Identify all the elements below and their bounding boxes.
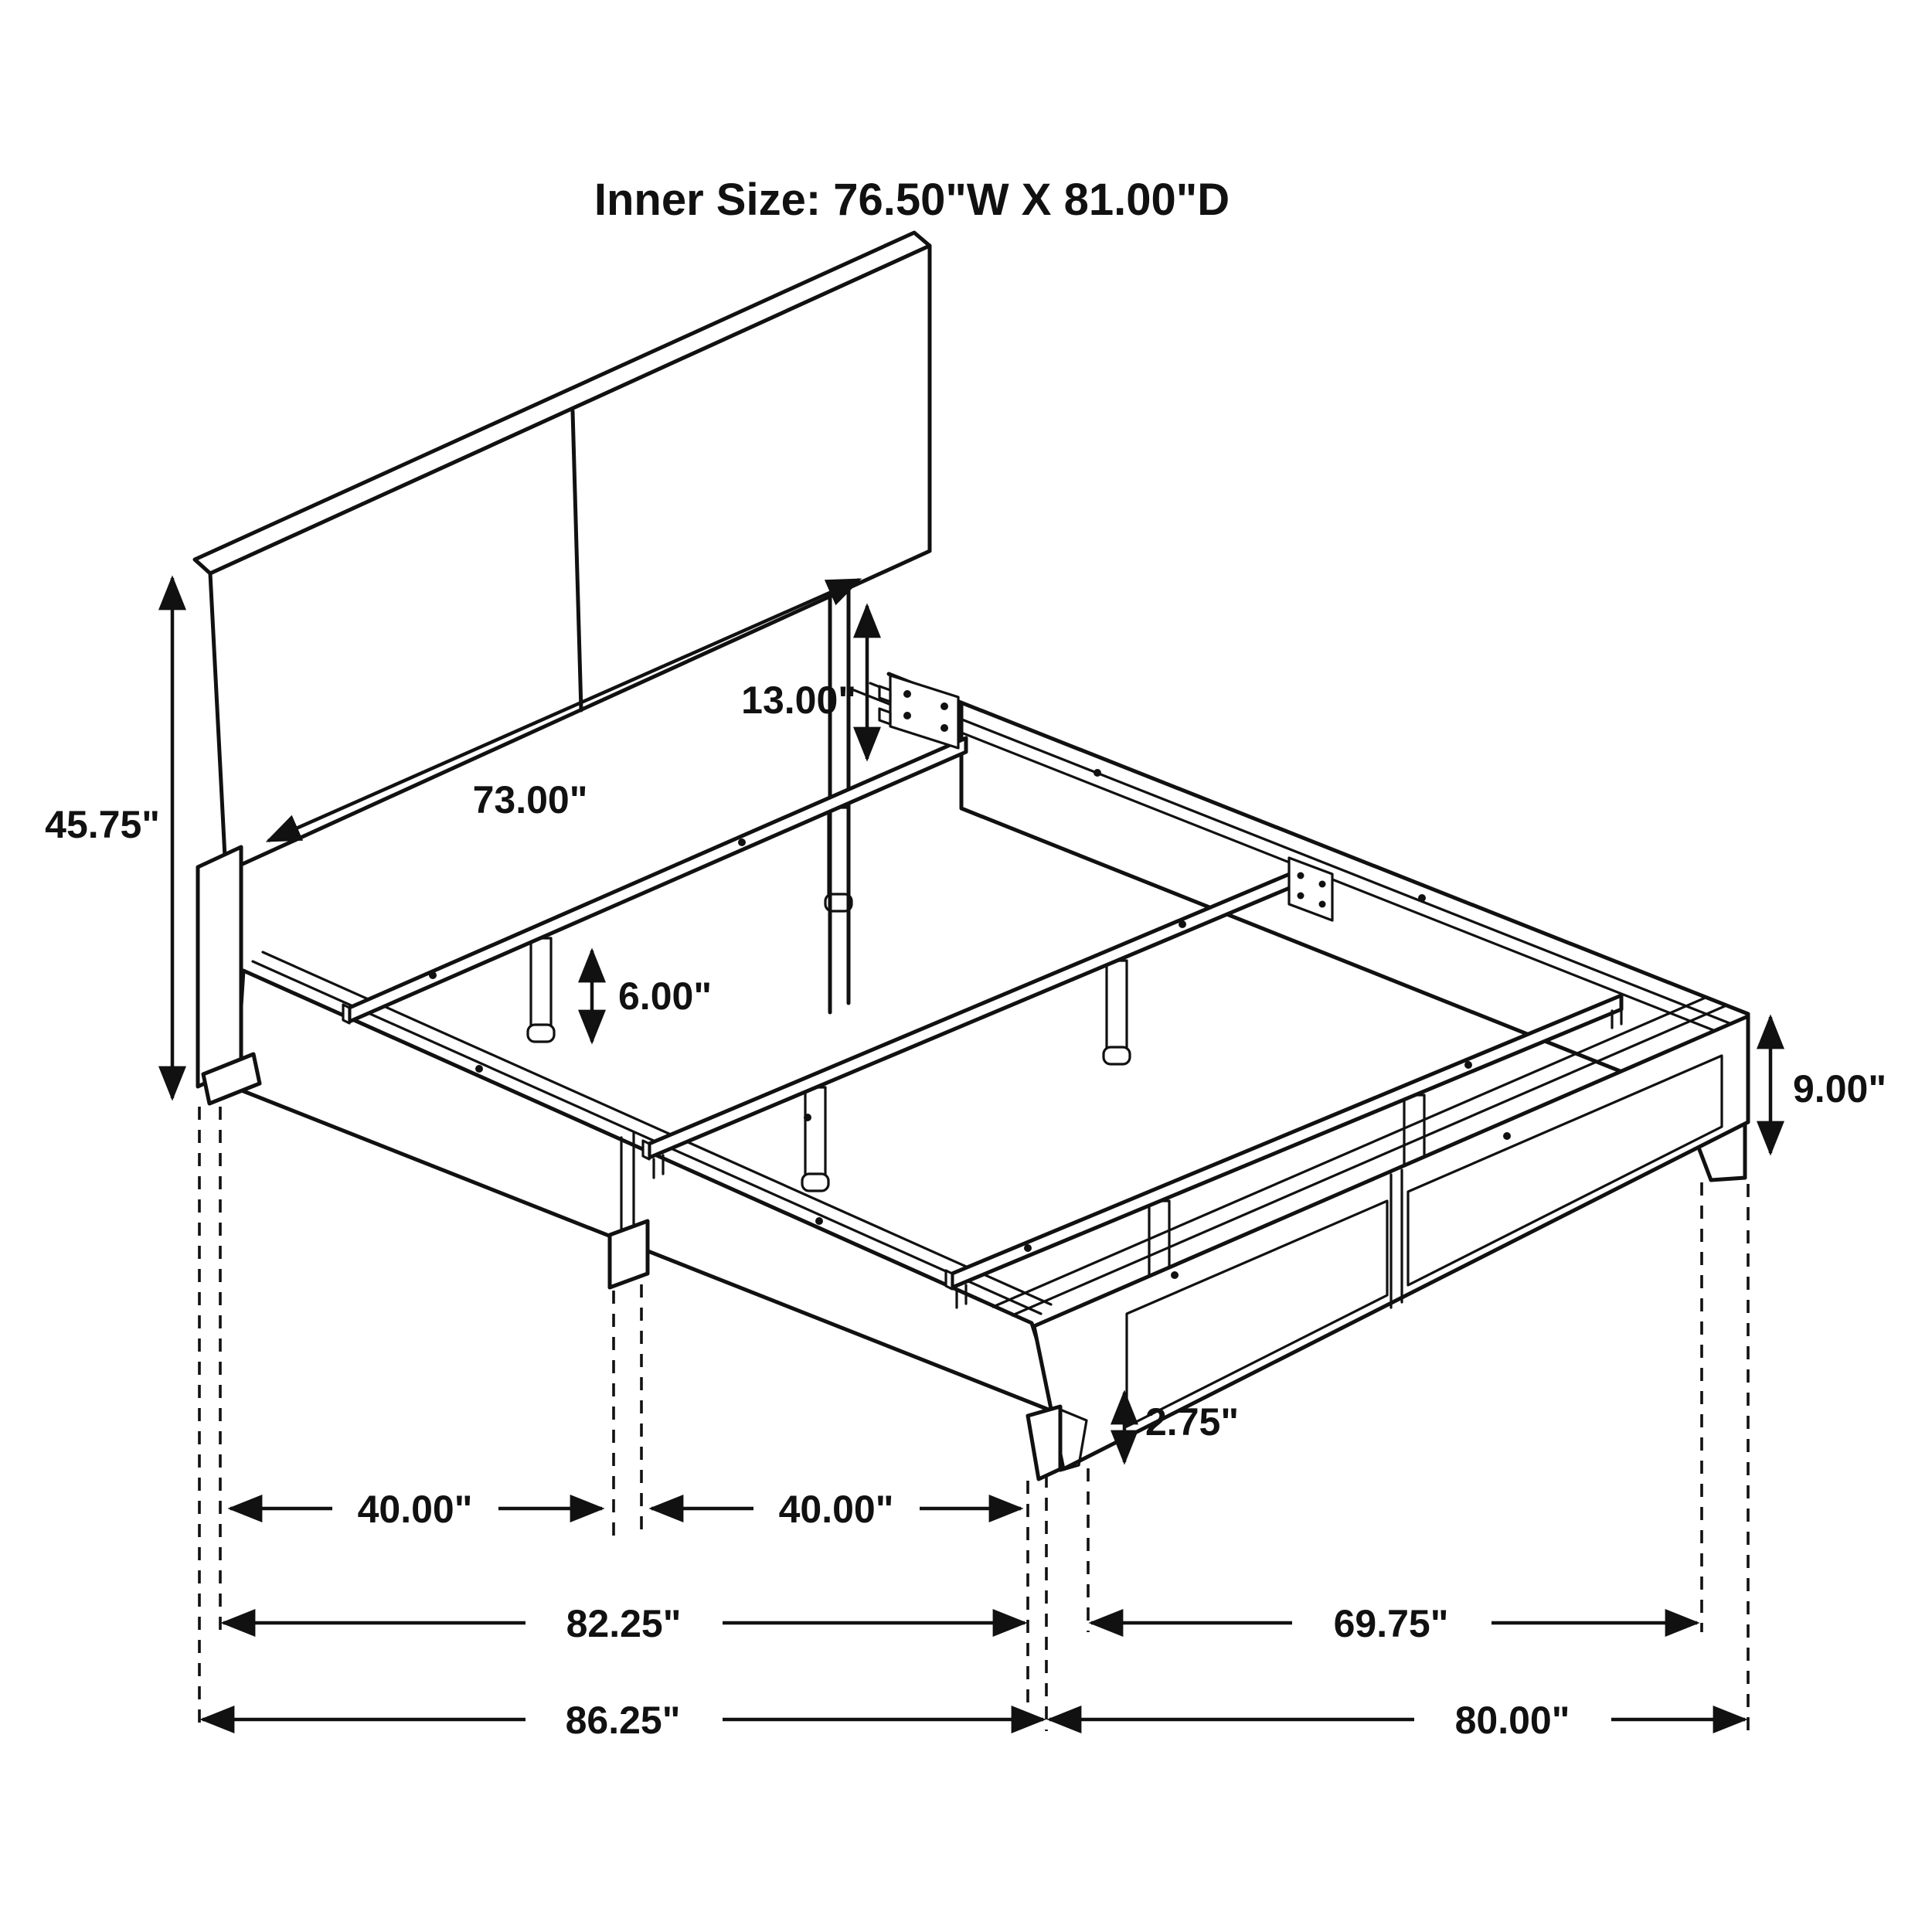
- screw-hole: [1319, 901, 1326, 908]
- support-leg-3: [802, 1087, 828, 1191]
- support-leg-1: [528, 938, 554, 1042]
- right-rail-ledge-line: [854, 690, 1713, 1030]
- bracket-hook: [879, 709, 890, 724]
- support-leg-shaft: [805, 1087, 825, 1179]
- screw-hole: [903, 712, 911, 719]
- screw-hole: [1418, 894, 1426, 902]
- dimension-slat-span-left: [230, 1488, 602, 1531]
- dimension-label: 9.00": [1793, 1067, 1887, 1111]
- dimension-label: 40.00": [357, 1488, 473, 1531]
- footboard: [993, 997, 1748, 1479]
- dimension-label: 13.00": [741, 679, 856, 722]
- headboard-left-post: [198, 847, 241, 1087]
- screw-hole: [1298, 893, 1304, 900]
- screw-hole: [1464, 1061, 1472, 1069]
- screw-hole: [475, 1065, 483, 1073]
- screw-hole: [429, 971, 437, 979]
- dimension-label: 6.00": [618, 975, 713, 1018]
- bracket-plate: [890, 675, 958, 748]
- dimension-base-length-inner: [223, 1602, 1025, 1645]
- center-support-leg: [610, 1221, 648, 1287]
- right-rail-ledge-line: [870, 683, 1730, 1023]
- screw-hole: [804, 1114, 811, 1121]
- slat-rail-1-end-tab: [343, 1005, 349, 1023]
- screw-hole: [815, 1217, 823, 1225]
- dimension-label: 40.00": [778, 1488, 894, 1531]
- support-leg-shaft: [1107, 961, 1127, 1052]
- support-leg-foot: [802, 1174, 828, 1191]
- screw-hole: [1024, 1244, 1032, 1252]
- slat-rail-3-end-tab: [946, 1270, 952, 1289]
- bracket-hook: [879, 686, 890, 702]
- screw-hole: [1171, 1271, 1179, 1279]
- support-leg-shaft: [531, 938, 551, 1029]
- screw-hole: [940, 724, 948, 732]
- dimension-slat-leg-height: [592, 951, 712, 1042]
- dimension-rail-length: [1091, 1602, 1697, 1645]
- slat-rail-2: [649, 867, 1306, 1158]
- support-leg-4: [1104, 961, 1130, 1064]
- dimension-label: 45.75": [45, 803, 160, 846]
- support-leg-foot: [528, 1025, 554, 1042]
- bracket-plate-1: [879, 675, 958, 748]
- dimension-label: 80.00": [1454, 1699, 1570, 1742]
- dimension-slat-span-right: [651, 1488, 1021, 1531]
- dimension-base-length-outer: [202, 1699, 1043, 1742]
- dimension-label: 73.00": [472, 778, 588, 821]
- screw-hole: [903, 690, 911, 698]
- dimension-rail-height: [1770, 1017, 1886, 1153]
- screw-hole: [1298, 872, 1304, 879]
- dimension-label: 86.25": [565, 1699, 681, 1742]
- headboard: [195, 233, 930, 1104]
- screw-hole: [738, 838, 746, 846]
- screw-hole: [940, 702, 948, 710]
- screw-hole: [1179, 920, 1186, 928]
- dimension-label: 69.75": [1333, 1602, 1449, 1645]
- diagram-title: Inner Size: 76.50"W X 81.00"D: [594, 175, 1230, 225]
- screw-hole: [1094, 769, 1101, 777]
- front-left-leg: [1028, 1406, 1060, 1479]
- dimension-headboard-height: [45, 578, 172, 1098]
- screw-hole: [1503, 1132, 1511, 1140]
- slat-rail-2-end-tab: [643, 1141, 649, 1159]
- dimension-label: 82.25": [566, 1602, 682, 1645]
- screw-hole: [1319, 881, 1326, 888]
- dimension-frame-length: [1049, 1699, 1745, 1742]
- dimension-label: 2.75": [1145, 1400, 1240, 1444]
- support-leg-foot: [1104, 1047, 1130, 1064]
